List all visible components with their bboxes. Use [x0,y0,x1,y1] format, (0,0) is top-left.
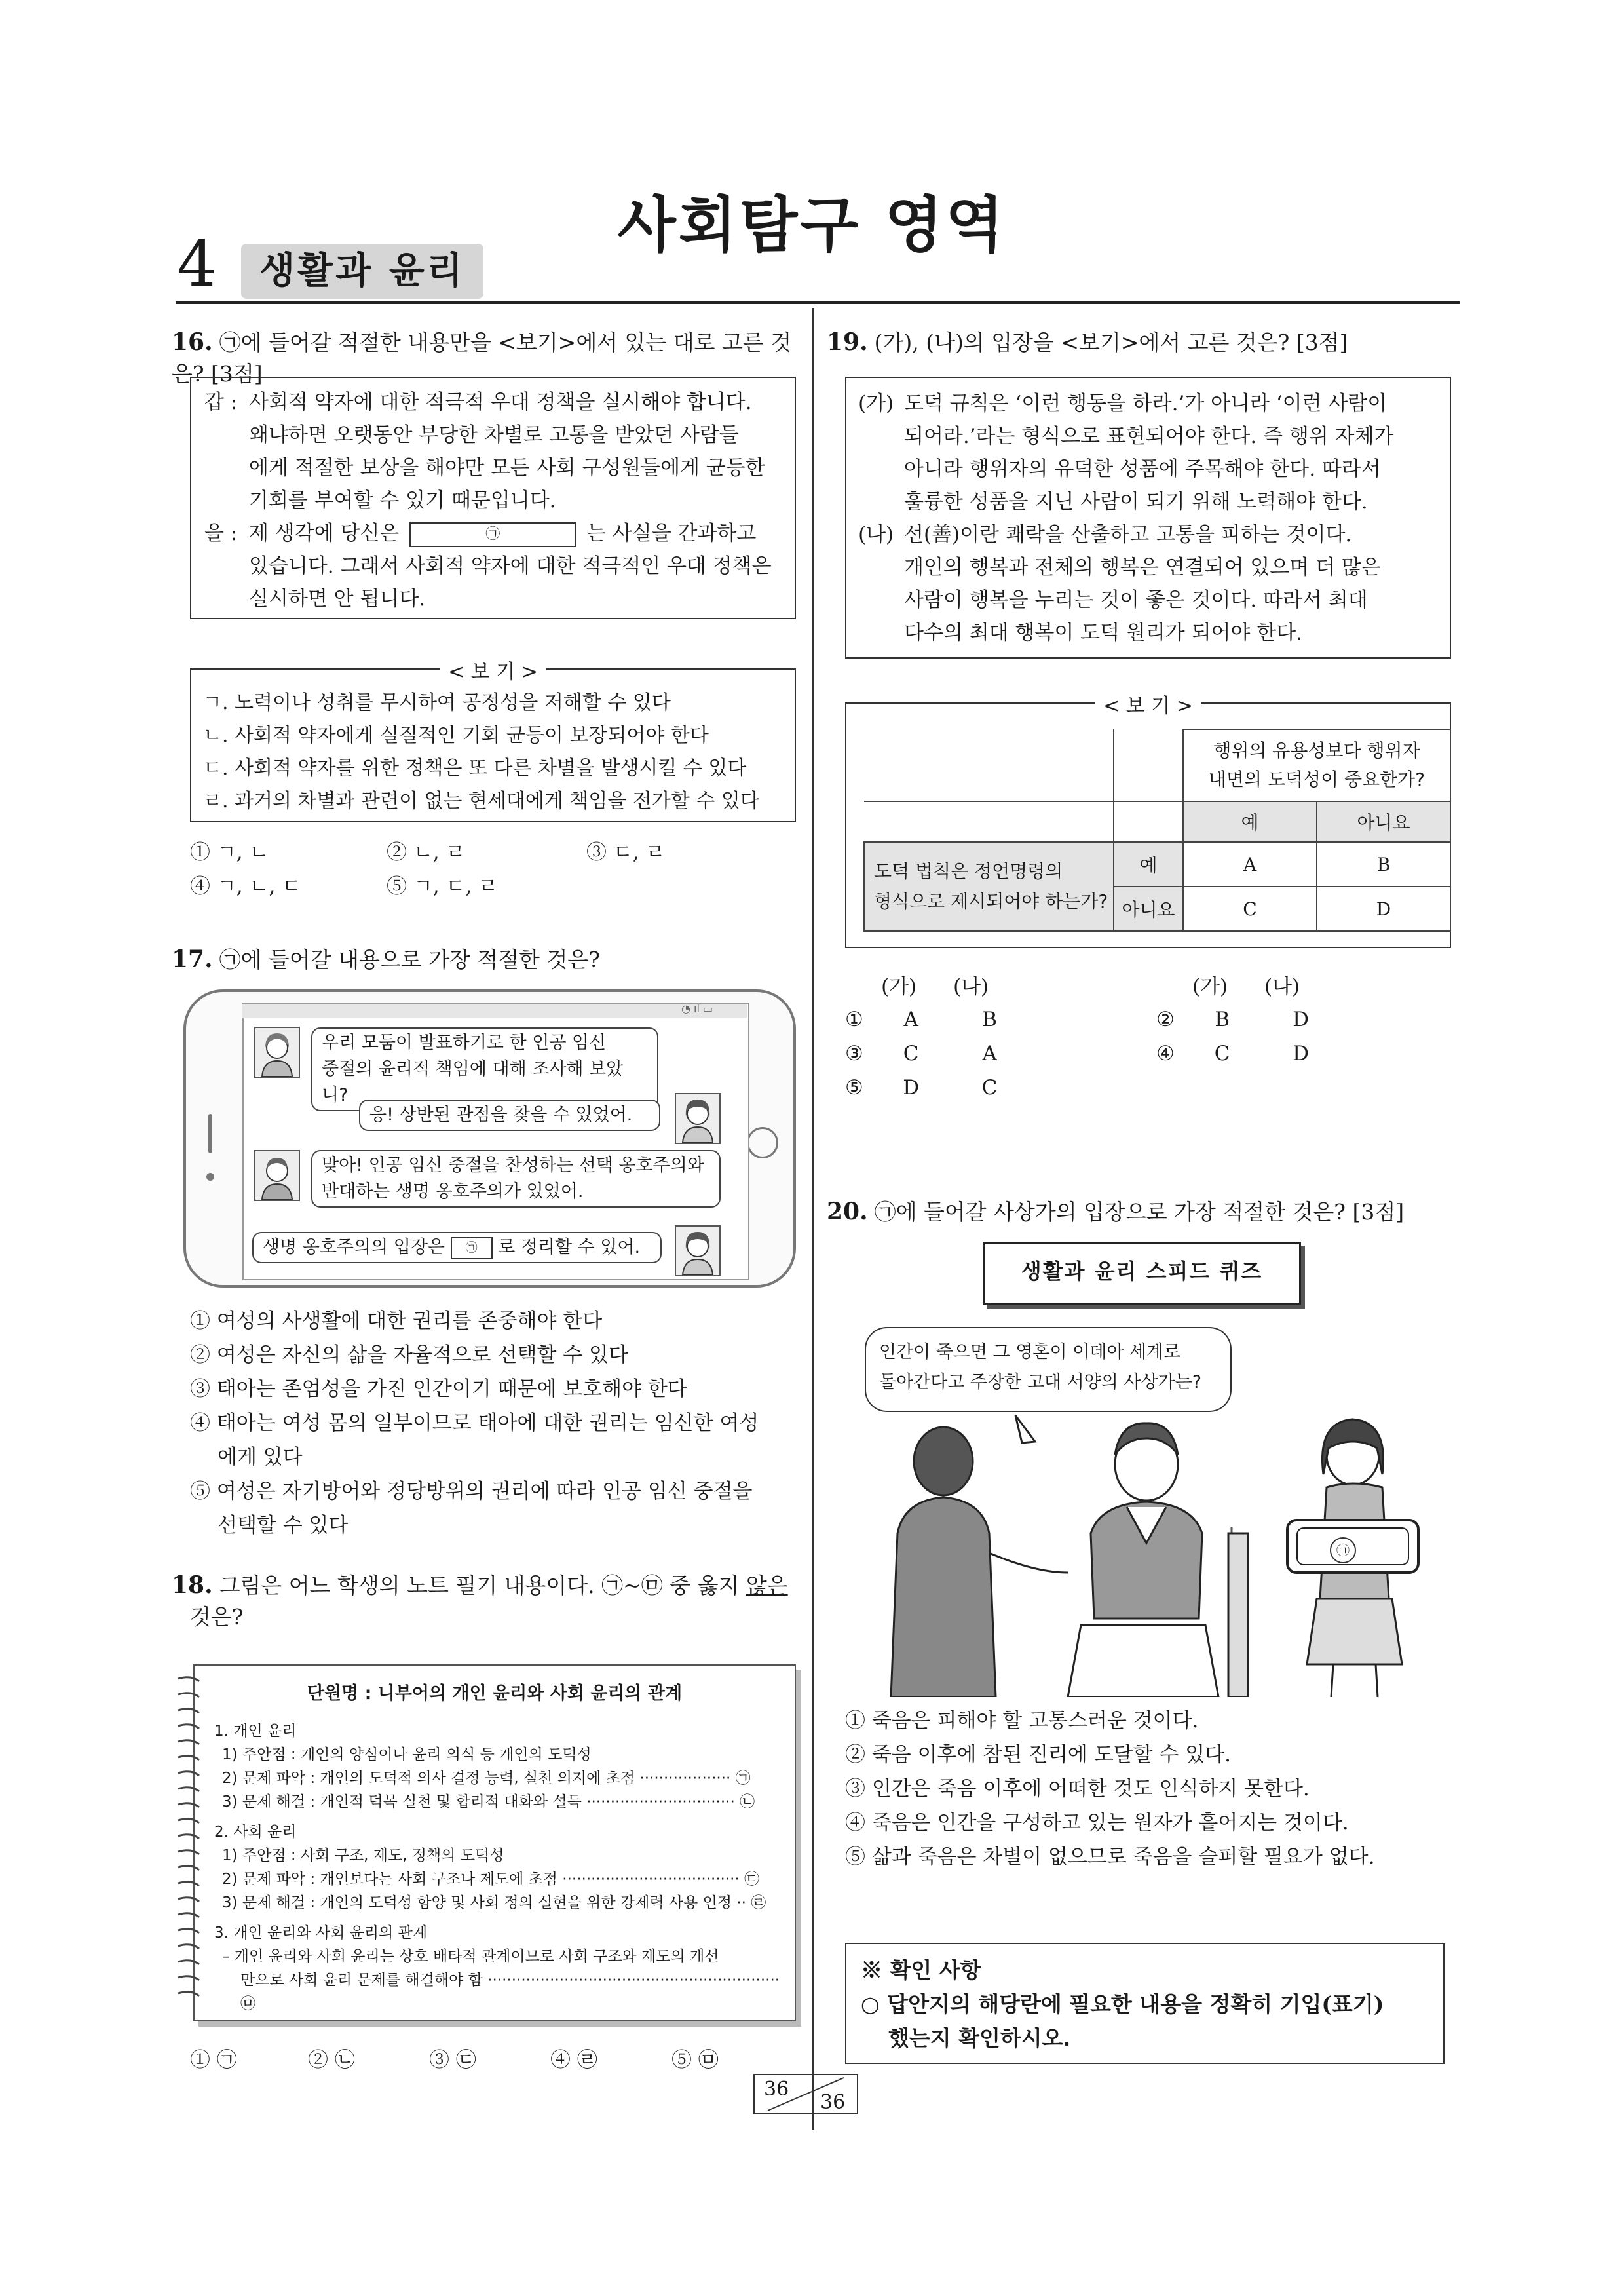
notebook-spiral [176,1672,202,2013]
q19-ga-label: (가) [858,392,894,415]
student-boy-avatar [254,1150,300,1201]
q19-number: 19. [827,328,868,356]
q19-row-header: 도덕 법칙은 정언명령의 형식으로 제시되어야 하는가? [864,842,1114,931]
q19-choice-4[interactable]: ④ C D [1156,1042,1309,1065]
quiz-scene-illustration [865,1402,1454,1697]
q19-na-label: (나) [858,523,894,546]
q18-number: 18. [172,1571,213,1599]
q17-choice-5[interactable]: ⑤ 여성은 자기방어와 정당방위의 권리에 따라 인공 임신 중절을 [190,1480,753,1503]
q17-choices [190,1304,803,1542]
page-current: 36 [764,2078,789,2101]
q19-cell-c: C [1183,887,1317,931]
q17-choice-4[interactable]: ④ 태아는 여성 몸의 일부이므로 태아에 대한 권리는 임신한 여성 [190,1411,759,1435]
student-girl-avatar [254,1027,300,1078]
q20-choices [845,1704,1454,1874]
page-total: 36 [820,2091,846,2114]
q20-number: 20. [827,1198,868,1225]
q18-choice-2[interactable]: ② ㉡ [308,2048,355,2072]
q18-choice-1[interactable]: ① ㉠ [190,2048,237,2072]
q16-choice-3[interactable]: ③ ㄷ, ㄹ [586,841,666,864]
q19-choice-head-ga-2: (가) [1192,975,1228,999]
header-divider [176,301,1460,304]
column-divider [812,308,814,2130]
q17-prompt: 17. ㉠에 들어갈 내용으로 가장 적절한 것은? [172,946,600,973]
q16-eul-label: 을 : [204,522,238,545]
q17-choice-4-cont: 에게 있다 [217,1445,303,1469]
q19-table [863,729,1451,932]
q17-choice-3[interactable]: ③ 태아는 존엄성을 가진 인간이기 때문에 보호해야 한다 [190,1377,687,1401]
q19-col-no: 아니요 [1317,801,1450,842]
q18-choice-3[interactable]: ③ ㉢ [429,2048,476,2072]
q19-choice-head-na: (나) [953,975,989,999]
q19-cell-a: A [1183,842,1317,887]
q16-choice-1[interactable]: ① ㄱ, ㄴ [190,841,269,864]
q18-choice-5[interactable]: ⑤ ㉤ [671,2048,719,2072]
q19-cell-b: B [1317,842,1450,887]
q16-bogi-list: ㄱ. 노력이나 성취를 무시하여 공정성을 저해할 수 있다 ㄴ. 사회적 약자에게 실질적인 기회 균등이 보장되어야 한다 ㄷ. 사회적 약자를 위한 정책은 또 다른 차별을 발생시킬 수 있다 ㄹ. 과거의 차별과 관련이 없는 현세대에게 책임을 전가할 수 있다 [203,691,759,813]
subject-badge: 생활과 윤리 [241,244,483,299]
q19-passage-box [845,377,1451,659]
section-number: 4 [177,227,217,301]
q19-ga-text: 도덕 규칙은 ‘이런 행동을 하라.’가 아니라 ‘이런 사람이 되어라.’라는 형식으로 표현되어야 한다. 즉 행위 자체가 아니라 행위자의 유덕한 성품에 주목해야 한다. 따라서 훌륭한 성품을 지닌 사람이 되기 위해 노력해야 한다. [904,392,1394,514]
q19-row-yes: 예 [1114,842,1183,887]
q17-number: 17. [172,946,213,973]
q19-prompt: 19. (가), (나)의 입장을 <보기>에서 고른 것은? [3점] [827,328,1348,356]
q16-bogi-label: < 보 기 > [440,660,546,683]
q16-blank-box: ㉠ [409,522,576,547]
notice-box [845,1943,1445,2064]
page-title: 사회탐구 영역 [617,190,1007,260]
q18-prompt: 18. 그림은 어느 학생의 노트 필기 내용이다. ㉠~㉤ 중 옳지 않은 것은? [172,1571,788,1630]
phone-status-bar [242,1004,747,1018]
q16-choice-5[interactable]: ⑤ ㄱ, ㄷ, ㄹ [387,875,499,898]
q16-bogi-box [190,660,796,822]
notebook [193,1664,796,2021]
q20-choice-1[interactable]: ① 죽음은 피해야 할 고통스러운 것이다. [845,1709,1199,1732]
q19-na-text: 선(善)이란 쾌락을 산출하고 고통을 피하는 것이다. 개인의 행복과 전체의 행복은 연결되어 있으며 더 많은 사람이 행복을 누리는 것이 좋은 것이다. 따라서 최대 다수의 최대 행복이 도덕 원리가 되어야 한다. [904,523,1381,645]
notice-line-2: 했는지 확인하시오. [888,2025,1071,2051]
note-body: 1. 개인 윤리 1) 주안점 : 개인의 양심이나 윤리 의식 등 개인의 도덕성 2) 문제 파악 : 개인의 도덕적 의사 결정 능력, 실천 의지에 초점 ··················· ㉠ 3) 문제 해결 : 개인적 덕목 실천 및 합리적 대화와 설득 ······························· ㉡ 2. 사회 윤리 1) 주안점 : 사회 구조, 제도, 정책의 도덕성 2) 문제 파악 : 개인보다는 사회 구조나 제도에 초점 ····································· ㉢ 3) 문제 해결 : 개인의 도덕성 함양 및 사회 정의 실현을 위한 강제력 사용 인정 ·· ㉣ 3. 개인 윤리와 사회 윤리의 관계 – 개인 윤리와 사회 윤리는 상호 배타적 관계이므로 사회 구조와 제도의 개선 만으로 사회 윤리 문제를 해결해야 함 ····························································· ㉤ [214,1723,780,2012]
q19-col-yes: 예 [1183,801,1317,842]
quiz-answer-card: ㉠ [1330,1537,1356,1563]
signal-battery-icon: ◔ ıl ▭ [681,1003,713,1015]
q16-eul-text: 제 생각에 당신은 ㉠ 는 사실을 간과하고 있습니다. 그래서 사회적 약자에 대한 적극적인 우대 정책은 실시하면 안 됩니다. [249,522,772,611]
q19-choice-1[interactable]: ① A B [845,1008,997,1031]
phone-camera-icon [206,1173,214,1181]
q16-passage-box [190,377,796,619]
q19-col-header: 행위의 유용성보다 행위자 내면의 도덕성이 중요한가? [1183,729,1450,801]
student-girl2-avatar-2 [675,1225,721,1276]
q19-row-no: 아니요 [1114,887,1183,931]
q16-prompt: 16. ㉠에 들어갈 적절한 내용만을 <보기>에서 있는 대로 고른 것은? [3점] [172,328,792,387]
q16-number: 16. [172,328,213,356]
q19-choice-head-ga: (가) [881,975,917,999]
q16-gap-text: 사회적 약자에 대한 적극적 우대 정책을 실시해야 합니다. 왜냐하면 오랫동안 부당한 차별로 고통을 받았던 사람들 에게 적절한 보상을 해야만 모든 사회 구성원들에게 균등한 기회를 부여할 수 있기 때문입니다. [249,391,765,512]
q17-choice-2[interactable]: ② 여성은 자신의 삶을 자율적으로 선택할 수 있다 [190,1343,628,1367]
q20-prompt: 20. ㉠에 들어갈 사상가의 입장으로 가장 적절한 것은? [3점] [827,1198,1405,1225]
q19-choice-5[interactable]: ⑤ D C [845,1076,998,1100]
q17-blank-box: ㉠ [451,1237,493,1259]
q19-choice-3[interactable]: ③ C A [845,1042,997,1065]
q17-choice-5-cont: 선택할 수 있다 [217,1514,349,1537]
q20-choice-5[interactable]: ⑤ 삶과 죽음은 차별이 없으므로 죽음을 슬퍼할 필요가 없다. [845,1845,1375,1869]
q19-bogi-label: < 보 기 > [1095,695,1201,718]
q16-gap-label: 갑 : [204,391,238,414]
q16-choice-2[interactable]: ② ㄴ, ㄹ [387,841,466,864]
note-title: 단원명 : 니부어의 개인 윤리와 사회 윤리의 관계 [307,1683,683,1704]
q17-message-2: 응! 상반된 관점을 찾을 수 있었어. [359,1100,660,1131]
phone-side-bar [208,1114,212,1153]
q20-choice-4[interactable]: ④ 죽음은 인간을 구성하고 있는 원자가 흩어지는 것이다. [845,1811,1349,1835]
quiz-question-bubble: 인간이 죽으면 그 영혼이 이데아 세계로 돌아간다고 주장한 고대 서양의 사상가는? [865,1327,1232,1412]
student-girl2-avatar [675,1093,721,1144]
q17-message-4: 생명 옹호주의의 입장은 ㉠ 로 정리할 수 있어. [252,1232,662,1263]
q17-message-3: 맞아! 인공 임신 중절을 찬성하는 선택 옹호주의와 반대하는 생명 옹호주의가 있었어. [311,1150,721,1208]
q17-choice-1[interactable]: ① 여성의 사생활에 대한 권리를 존중해야 한다 [190,1309,603,1333]
phone-home-button [747,1127,778,1158]
q16-choice-4[interactable]: ④ ㄱ, ㄴ, ㄷ [190,875,302,898]
notice-title: ※ 확인 사항 [861,1957,981,1983]
notice-line-1: ○ 답안지의 해당란에 필요한 내용을 정확히 기입(표기) [861,1991,1384,2017]
q19-choice-head-na-2: (나) [1264,975,1300,999]
quiz-title-board: 생활과 윤리 스피드 퀴즈 [983,1242,1301,1305]
q18-choice-4[interactable]: ④ ㉣ [550,2048,597,2072]
q20-choice-3[interactable]: ③ 인간은 죽음 이후에 어떠한 것도 인식하지 못한다. [845,1777,1310,1801]
page-number [753,2074,858,2114]
q19-choice-2[interactable]: ② B D [1156,1008,1309,1031]
q20-choice-2[interactable]: ② 죽음 이후에 참된 진리에 도달할 수 있다. [845,1743,1231,1767]
q19-cell-d: D [1317,887,1450,931]
q17-message-1: 우리 모둠이 발표하기로 한 인공 임신 중절의 윤리적 책임에 대해 조사해 보았니? [311,1027,658,1111]
